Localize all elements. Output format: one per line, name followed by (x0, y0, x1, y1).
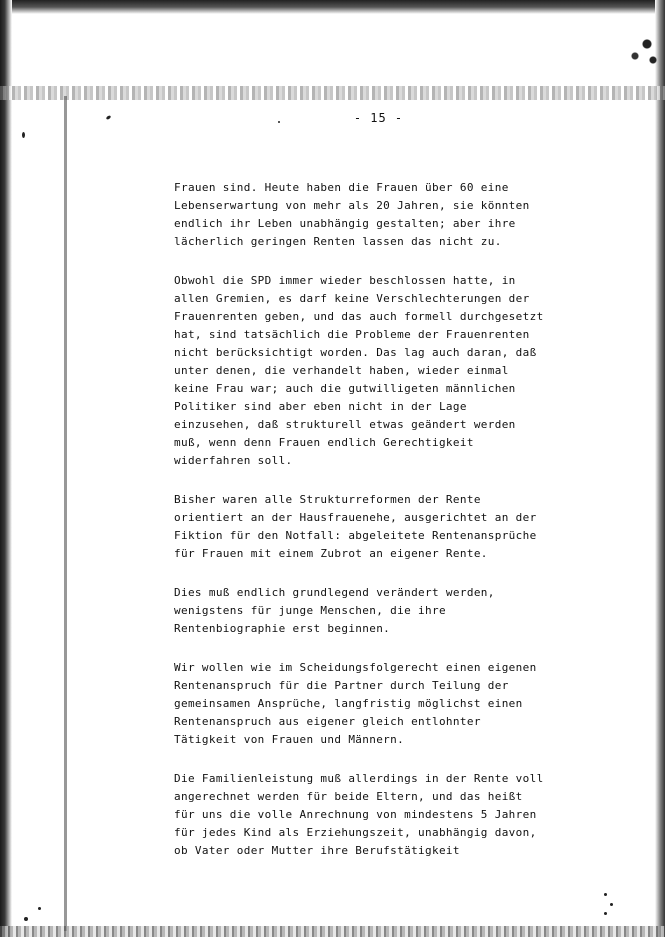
scan-bottom-strip (0, 926, 665, 937)
paper-left-edge (64, 96, 67, 931)
paragraph-4 (174, 584, 594, 638)
paragraph-1 (174, 179, 594, 251)
scan-top-shadow (0, 0, 665, 14)
text-line: Fiktion für den Notfall: abgeleitete Rentenansprüche (174, 529, 537, 542)
text-line: für jedes Kind als Erziehungszeit, unabhängig davon, (174, 826, 537, 839)
paragraph-5 (174, 659, 594, 749)
scan-speck (38, 907, 41, 910)
scan-speck (22, 132, 25, 138)
text-line: Obwohl die SPD immer wieder beschlossen hatte, in (174, 274, 516, 287)
scan-speck (610, 903, 613, 906)
text-line: unter denen, die verhandelt haben, wieder einmal (174, 364, 509, 377)
text-line: gemeinsamen Ansprüche, langfristig möglichst einen (174, 697, 523, 710)
text-line: allen Gremien, es darf keine Verschlechterungen der (174, 292, 530, 305)
scan-speck (604, 893, 607, 896)
document-body (174, 179, 594, 881)
text-line: Dies muß endlich grundlegend verändert werden, (174, 586, 495, 599)
text-line: Rentenanspruch für die Partner durch Teilung der (174, 679, 509, 692)
text-line: keine Frau war; auch die gutwilligeten männlichen (174, 382, 516, 395)
paragraph-2 (174, 272, 594, 470)
text-line: Wir wollen wie im Scheidungsfolgerecht einen eigenen (174, 661, 537, 674)
page-number: - 15 - (353, 111, 404, 125)
text-line: Bisher waren alle Strukturreformen der Rente (174, 493, 481, 506)
text-line: endlich ihr Leben unabhängig gestalten; aber ihre (174, 217, 516, 230)
scan-left-shadow (0, 0, 12, 937)
scan-top-strip (0, 86, 665, 100)
text-line: Lebenserwartung von mehr als 20 Jahren, sie könnten (174, 199, 530, 212)
scan-speck (24, 917, 28, 921)
text-line: ob Vater oder Mutter ihre Berufstätigkeit (174, 844, 460, 857)
text-line: Rentenanspruch aus eigener gleich entlohnter (174, 715, 481, 728)
paragraph-3 (174, 491, 594, 563)
text-line: lächerlich geringen Renten lassen das nicht zu. (174, 235, 502, 248)
text-line: Frauenrenten geben, und das auch formell durchgesetzt (174, 310, 544, 323)
text-line: nicht berücksichtigt worden. Das lag auch daran, daß (174, 346, 537, 359)
text-line: hat, sind tatsächlich die Probleme der Frauenrenten (174, 328, 530, 341)
text-line: angerechnet werden für beide Eltern, und das heißt (174, 790, 523, 803)
text-line: widerfahren soll. (174, 454, 293, 467)
text-line: orientiert an der Hausfrauenehe, ausgerichtet an der (174, 511, 537, 524)
text-line: wenigstens für junge Menschen, die ihre (174, 604, 446, 617)
text-line: Frauen sind. Heute haben die Frauen über 60 eine (174, 181, 509, 194)
text-line: für Frauen mit einem Zubrot an eigener Rente. (174, 547, 488, 560)
text-line: einzusehen, daß strukturell etwas geändert werden (174, 418, 516, 431)
text-line: Die Familienleistung muß allerdings in der Rente voll (174, 772, 544, 785)
text-line: Tätigkeit von Frauen und Männern. (174, 733, 405, 746)
scan-speck (604, 912, 607, 915)
text-line: für uns die volle Anrechnung von mindestens 5 Jahren (174, 808, 537, 821)
text-line: Politiker sind aber eben nicht in der Lage (174, 400, 467, 413)
scan-right-shadow (655, 0, 665, 937)
scan-corner-blemish (619, 28, 659, 68)
text-line: Rentenbiographie erst beginnen. (174, 622, 391, 635)
paragraph-6 (174, 770, 594, 860)
text-line: muß, wenn denn Frauen endlich Gerechtigkeit (174, 436, 474, 449)
